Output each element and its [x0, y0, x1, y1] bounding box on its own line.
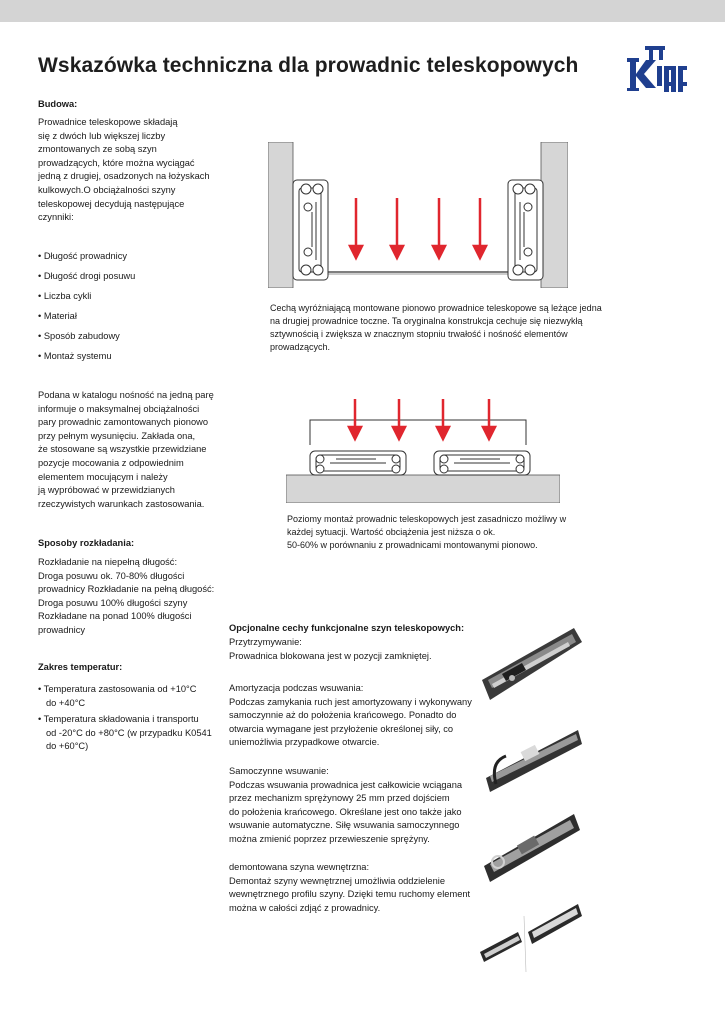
text-line: Prowadnica blokowana jest w pozycji zamkniętej.	[229, 650, 432, 661]
caption-vertical	[270, 302, 602, 354]
bullet-item: • Długość drogi posuwu	[38, 271, 136, 281]
text-line: przez mechanizm sprężynowy 25 mm przed dojściem	[229, 793, 450, 804]
slide-photo	[482, 622, 582, 704]
horizontal-mount-diagram	[286, 393, 560, 503]
text-line: Podczas wsuwania prowadnica jest całkowicie wciągana	[229, 779, 463, 790]
text-line: się z dwóch lub większej liczby	[38, 130, 166, 141]
text-line: do +40°C	[46, 697, 86, 708]
bullet-item: • Materiał	[38, 311, 77, 321]
text-line: można w całości zdjąć z prowadnicy.	[229, 902, 381, 913]
text-line: prowadnicy Rozkładanie na pełną długość:	[38, 584, 215, 595]
feature-damping	[229, 682, 489, 750]
feature-title: Przytrzymywanie:	[229, 637, 302, 647]
zakres-heading: Zakres temperatur:	[38, 662, 123, 672]
text-line: prowadzących, które można wyciągać	[38, 157, 195, 168]
budowa-heading: Budowa:	[38, 99, 78, 109]
text-line: samoczynnie aż do położenia krańcowego. Ponadto do	[229, 710, 457, 721]
caption-line: prowadzących.	[270, 342, 331, 352]
slide-photo	[478, 892, 584, 976]
nosnosc-text	[38, 389, 214, 511]
bullet-item: • Montaż systemu	[38, 351, 112, 361]
kipp-logo	[626, 44, 688, 94]
text-line: zmontowanych ze sobą szyn	[38, 144, 157, 155]
caption-line: 50-60% w porównaniu z prowadnicami montowanymi pionowo.	[287, 540, 538, 550]
feature-removable-rail	[229, 861, 489, 915]
text-line: pary prowadnic zamontowanych pionowo	[38, 417, 209, 428]
feature-title: Samoczynne wsuwanie:	[229, 766, 329, 776]
bullet-item: • Sposób zabudowy	[38, 331, 120, 341]
text-line: uniemożliwia przypadkowe otwarcie.	[229, 737, 380, 748]
caption-line: Cechą wyróżniającą montowane pionowo prowadnice teleskopowe są leżące jedna	[270, 303, 602, 313]
text-line: pozycje mocowania z odpowiednim	[38, 457, 184, 468]
text-line: do położenia krańcowego. Określane jest ono także jako	[229, 806, 462, 817]
sposoby-text	[38, 556, 214, 638]
zakres-bullet-2	[38, 713, 212, 754]
text-line: • Temperatura zastosowania od +10°C	[38, 684, 197, 694]
page-title: Wskazówka techniczna dla prowadnic teleskopowych	[38, 54, 579, 77]
feature-self-close	[229, 765, 489, 847]
text-line: jedną z drugiej, osadzonych na łożyskach	[38, 171, 210, 182]
text-line: ją wypróbować w przewidzianych	[38, 485, 175, 496]
vertical-mount-diagram	[268, 142, 568, 288]
opcjonalne-heading: Opcjonalne cechy funkcjonalne szyn teleskopowych:	[229, 623, 465, 633]
top-bar	[0, 0, 725, 22]
text-line: otwarcia wymagane jest przyłożenie określonej siły, co	[229, 723, 454, 734]
text-line: elementem mocującym i należy	[38, 471, 168, 482]
bullet-item: • Liczba cykli	[38, 291, 92, 301]
text-line: Rozkładanie na niepełną długość:	[38, 557, 178, 567]
sposoby-heading: Sposoby rozkładania:	[38, 538, 135, 548]
slide-photo	[482, 712, 582, 796]
text-line: że stosowane są wszystkie przewidziane	[38, 444, 207, 455]
text-line: informuje o maksymalnej obciążalności	[38, 403, 200, 414]
text-line: wewnętrznego profilu szyny. Dzięki temu ruchomy element	[229, 889, 471, 900]
feature-title: demontowana szyna wewnętrzna:	[229, 862, 370, 872]
text-line: Podczas zamykania ruch jest amortyzowany i wykonywany	[229, 696, 472, 707]
text-line: od -20°C do +80°C (w przypadku K0541	[46, 727, 212, 738]
zakres-bullet-1	[38, 683, 196, 710]
text-line: Droga posuwu ok. 70-80% długości	[38, 570, 185, 581]
text-line: Demontaż szyny wewnętrznej umożliwia oddzielenie	[229, 875, 445, 886]
text-line: teleskopowej decydują następujące	[38, 198, 185, 209]
text-line: • Temperatura składowania i transportu	[38, 714, 199, 724]
text-line: do +60°C)	[46, 741, 89, 752]
feature-title: Amortyzacja podczas wsuwania:	[229, 683, 364, 693]
caption-line: każdej sytuacji. Wartość obciążenia jest niższa o ok.	[287, 527, 496, 537]
budowa-text	[38, 116, 210, 225]
caption-horizontal	[287, 513, 566, 552]
text-line: Rozkładane na ponad 100% długości	[38, 611, 192, 622]
slide-photo	[480, 804, 580, 888]
bullet-item: • Długość prowadnicy	[38, 251, 128, 261]
text-line: Podana w katalogu nośność na jedną parę	[38, 390, 214, 400]
text-line: czynniki:	[38, 212, 74, 223]
caption-line: na drugiej prowadnice toczne. Ta oryginalna konstrukcja cechuje się niezwykłą	[270, 316, 583, 326]
text-line: rzeczywistych warunkach zastosowania.	[38, 498, 205, 509]
caption-line: Poziomy montaż prowadnic teleskopowych jest zasadniczo możliwy w	[287, 514, 567, 524]
text-line: wsuwanie automatyczne. Siłę wsuwania samoczynnego	[229, 820, 460, 831]
text-line: można zmienić poprzez przewieszenie sprężyny.	[229, 833, 430, 844]
text-line: kulkowych.O obciążalności szyny	[38, 184, 176, 195]
text-line: Prowadnice teleskopowe składają	[38, 117, 178, 127]
caption-line: sztywnością i zwiększa w znacznym stopniu trwałość i nośność elementów	[270, 329, 568, 339]
text-line: przy pełnym wysunięciu. Zakłada ona,	[38, 430, 196, 441]
feature-hold	[229, 636, 479, 663]
text-line: prowadnicy	[38, 624, 86, 635]
text-line: Droga posuwu 100% długości szyny	[38, 597, 188, 608]
